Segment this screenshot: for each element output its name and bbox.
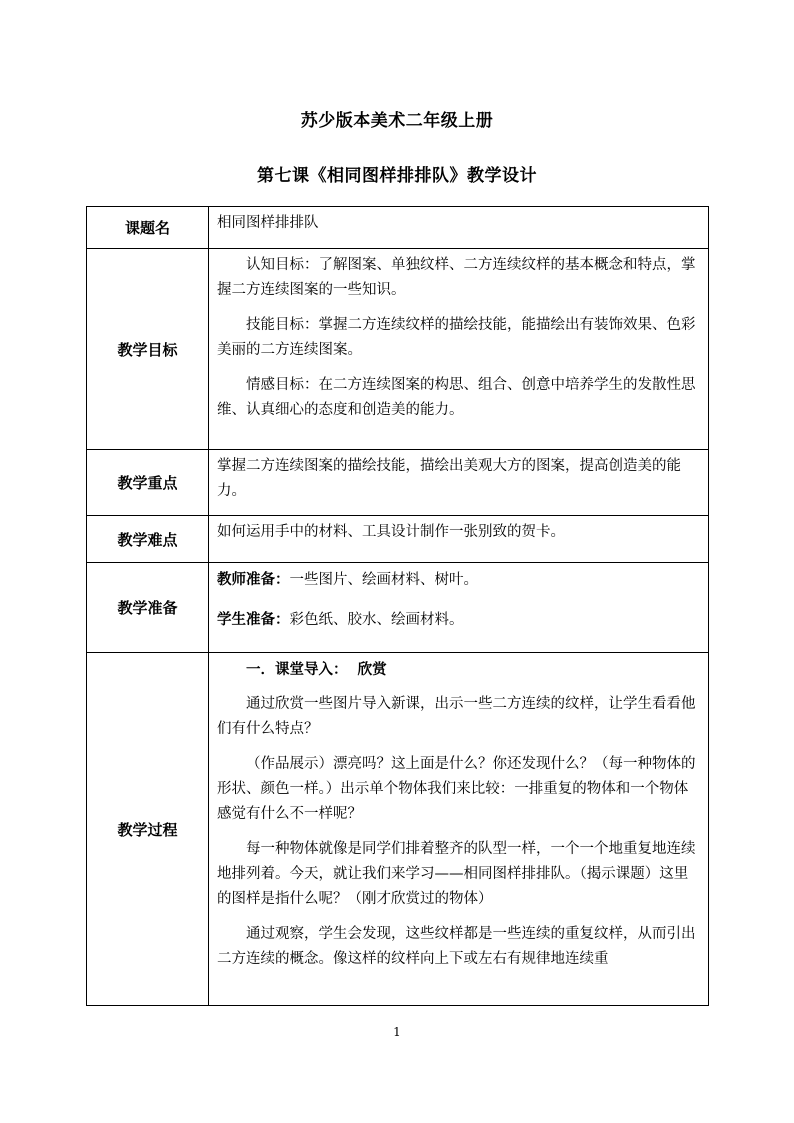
row-content-difficulties — [209, 516, 709, 563]
row-content-topic — [209, 207, 709, 249]
key-points-text: 掌握二方连续图案的描绘技能，描绘出美观大方的图案，提高创造美的能力。 — [217, 458, 681, 499]
student-preparation-text: 彩色纸、胶水、绘画材料。 — [289, 612, 464, 628]
difficulties-text: 如何运用手中的材料、工具设计制作一张别致的贺卡。 — [217, 524, 565, 540]
process-paragraph-2: （作品展示）漂亮吗？这上面是什么？你还发现什么？（每一种物体的形状、颜色一样。）出示单个物体我们来比较：一排重复的物体和一个物体感觉有什么不一样呢？ — [217, 756, 696, 822]
process-paragraph-4: 通过观察，学生会发现，这些纹样都是一些连续的重复纹样，从而引出二方连续的概念。像这样的纹样向上下或左右有规律地连续重 — [217, 926, 696, 967]
row-content-key-points — [209, 450, 709, 516]
goal-skill: 技能目标：掌握二方连续纹样的描绘技能，能描绘出有装饰效果、色彩美丽的二方连续图案。 — [217, 317, 696, 358]
table-row-topic — [87, 207, 709, 249]
row-label-process: 教学过程 — [87, 653, 209, 1006]
row-content-process — [209, 653, 709, 1006]
teacher-preparation — [217, 567, 702, 593]
lesson-plan-table — [86, 206, 709, 1006]
process-content — [217, 657, 702, 1005]
table-row-goals — [87, 249, 709, 450]
process-paragraph-3: 每一种物体就像是同学们排着整齐的队型一样，一个一个地重复地连续地排列着。今天，就让我们来学习——相同图样排排队。（揭示课题）这里的图样是指什么呢？（刚才欣赏过的物体） — [217, 841, 696, 907]
table-row-difficulties — [87, 516, 709, 563]
table-row-key-points — [87, 450, 709, 516]
process-heading: 一．课堂导入： 欣赏 — [246, 661, 387, 678]
student-preparation-label: 学生准备： — [217, 611, 290, 628]
row-label-key-points: 教学重点 — [87, 450, 209, 516]
table-row-process — [87, 653, 709, 1006]
row-label-goals: 教学目标 — [87, 249, 209, 450]
goal-emotional: 情感目标：在二方连续图案的构思、组合、创意中培养学生的发散性思维、认真细心的态度和创造美的能力。 — [217, 377, 696, 418]
row-label-preparation: 教学准备 — [87, 563, 209, 653]
student-preparation — [217, 607, 702, 633]
teacher-preparation-text: 一些图片、绘画材料、树叶。 — [289, 572, 478, 588]
document-subtitle: 第七课《相同图样排排队》教学设计 — [257, 166, 537, 186]
row-content-goals — [209, 249, 709, 450]
topic-text: 相同图样排排队 — [217, 215, 319, 231]
row-label-topic: 课题名 — [87, 207, 209, 249]
goal-cognitive: 认知目标：了解图案、单独纹样、二方连续纹样的基本概念和特点，掌握二方连续图案的一些知识。 — [217, 257, 696, 298]
page-number: 1 — [393, 1025, 401, 1039]
table-row-preparation — [87, 563, 709, 653]
row-label-difficulties: 教学难点 — [87, 516, 209, 563]
document-title: 苏少版本美术二年级上册 — [300, 111, 494, 131]
process-paragraph-1: 通过欣赏一些图片导入新课，出示一些二方连续的纹样，让学生看看他们有什么特点？ — [217, 696, 696, 737]
teacher-preparation-label: 教师准备： — [217, 571, 290, 588]
row-content-preparation — [209, 563, 709, 653]
